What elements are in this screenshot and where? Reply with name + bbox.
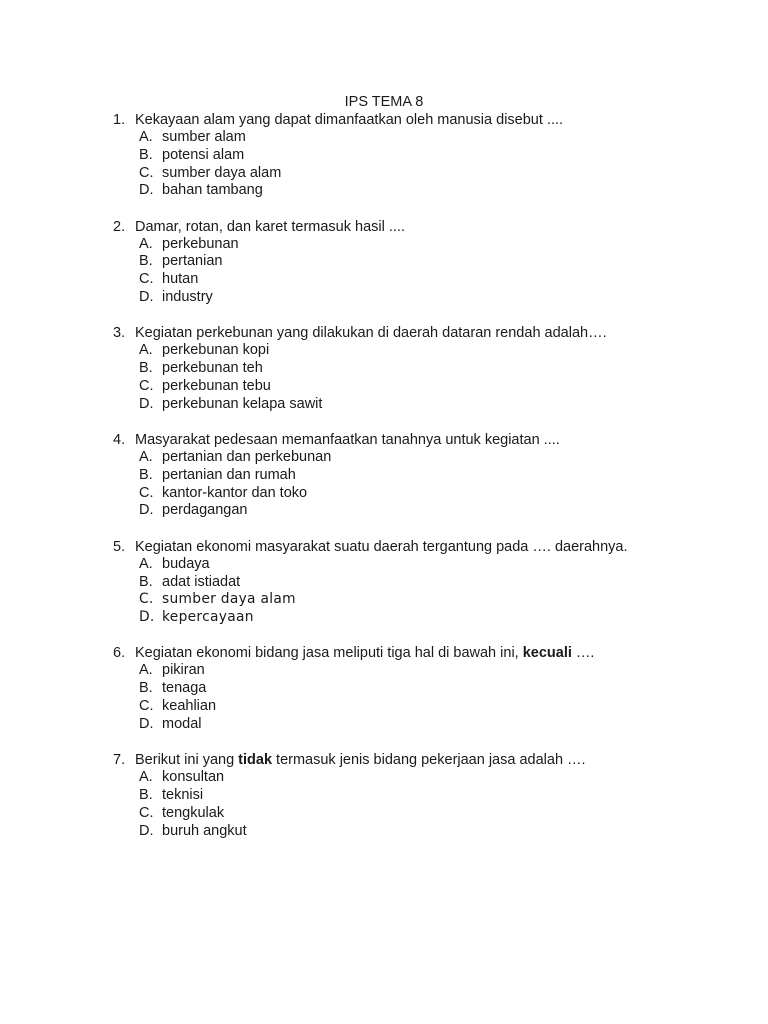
- option-text: sumber alam: [162, 129, 246, 145]
- question-emphasis: tidak: [238, 752, 273, 769]
- option-letter: A.: [139, 129, 153, 145]
- question-text: Masyarakat pedesaan memanfaatkan tanahnya untuk kegiatan ....: [135, 432, 560, 449]
- question-text: Kegiatan perkebunan yang dilakukan di daerah dataran rendah adalah….: [135, 325, 607, 342]
- option-d: [0, 182, 768, 200]
- option-letter: B.: [139, 253, 153, 270]
- question-stem: [0, 111, 768, 129]
- option-text: kepercayaan: [162, 609, 254, 626]
- option-c: [0, 485, 768, 503]
- option-text: perkebunan kopi: [162, 342, 270, 359]
- option-text: kantor-kantor dan toko: [162, 484, 308, 501]
- option-letter: C.: [139, 164, 154, 181]
- option-a: [0, 342, 768, 360]
- option-a: [0, 769, 768, 787]
- option-b: [0, 467, 768, 485]
- question-number: 2.: [113, 218, 126, 235]
- question-stem: [0, 538, 768, 556]
- question-number: 3.: [113, 325, 126, 342]
- question-emphasis: kecuali: [522, 645, 572, 662]
- option-b: [0, 253, 768, 271]
- option-letter: A.: [139, 662, 153, 679]
- option-letter: A.: [139, 235, 153, 252]
- question-5: [0, 538, 768, 627]
- option-letter: C.: [139, 271, 154, 288]
- option-text: teknisi: [162, 786, 204, 803]
- question-stem: [0, 431, 768, 449]
- option-text: industry: [162, 289, 213, 306]
- option-text: pertanian dan perkebunan: [162, 449, 332, 466]
- option-letter: C.: [139, 591, 154, 608]
- question-3: [0, 324, 768, 413]
- option-letter: A.: [139, 449, 153, 466]
- option-text: keahlian: [162, 698, 217, 715]
- question-number: 5.: [113, 538, 126, 555]
- option-list: [0, 236, 768, 307]
- option-letter: B.: [139, 146, 153, 163]
- question-text-after: termasuk jenis bidang pekerjaan jasa adalah ….: [272, 752, 586, 769]
- option-text: pertanian dan rumah: [162, 466, 296, 483]
- question-text-before: Berikut ini yang: [135, 752, 239, 769]
- question-text: [135, 751, 586, 769]
- question-text: Kegiatan ekonomi masyarakat suatu daerah tergantung pada …. daerahnya.: [135, 538, 628, 555]
- question-text-before: Kegiatan ekonomi bidang jasa meliputi tiga hal di bawah ini,: [135, 645, 523, 662]
- question-4: [0, 431, 768, 520]
- option-d: [0, 396, 768, 414]
- option-text: adat istiadat: [162, 573, 241, 590]
- question-text: Kekayaan alam yang dapat dimanfaatkan oleh manusia disebut ....: [135, 112, 564, 128]
- option-a: [0, 129, 768, 147]
- option-letter: D.: [139, 502, 154, 519]
- option-letter: B.: [139, 466, 153, 483]
- question-1: [0, 111, 768, 200]
- option-letter: A.: [139, 342, 153, 359]
- option-text: perkebunan: [162, 235, 239, 252]
- option-b: [0, 147, 768, 165]
- option-letter: B.: [139, 786, 153, 803]
- option-text: budaya: [162, 555, 210, 572]
- option-letter: C.: [139, 484, 154, 501]
- option-letter: D.: [139, 395, 154, 412]
- option-text: hutan: [162, 271, 199, 288]
- option-d: [0, 289, 768, 307]
- option-a: [0, 556, 768, 574]
- option-text: perkebunan kelapa sawit: [162, 395, 323, 412]
- question-text-after: ….: [571, 645, 595, 662]
- option-b: [0, 787, 768, 805]
- option-c: [0, 271, 768, 289]
- option-text: konsultan: [162, 769, 225, 786]
- option-b: [0, 574, 768, 592]
- option-text: buruh angkut: [162, 822, 247, 839]
- question-stem: [0, 324, 768, 342]
- option-a: [0, 236, 768, 254]
- question-6: [0, 644, 768, 733]
- option-d: [0, 502, 768, 520]
- option-text: potensi alam: [162, 146, 245, 163]
- option-text: tenaga: [162, 680, 207, 697]
- option-text: perdagangan: [162, 502, 248, 519]
- option-list: [0, 556, 768, 627]
- option-text: pertanian: [162, 253, 223, 270]
- option-list: [0, 769, 768, 840]
- option-letter: D.: [139, 822, 154, 839]
- option-text: modal: [162, 715, 202, 732]
- option-list: [0, 449, 768, 520]
- question-number: 4.: [113, 432, 126, 449]
- option-text: tengkulak: [162, 804, 225, 821]
- option-list: [0, 662, 768, 733]
- question-stem: [0, 751, 768, 769]
- option-letter: D.: [139, 609, 155, 626]
- question-stem: [0, 218, 768, 236]
- option-letter: C.: [139, 698, 154, 715]
- option-a: [0, 449, 768, 467]
- question-7: [0, 751, 768, 840]
- option-c: [0, 698, 768, 716]
- option-text: perkebunan teh: [162, 360, 263, 377]
- option-b: [0, 360, 768, 378]
- option-c: [0, 591, 768, 609]
- option-text: sumber daya alam: [162, 591, 296, 608]
- option-c: [0, 165, 768, 183]
- option-list: [0, 129, 768, 200]
- option-d: [0, 823, 768, 841]
- option-text: pikiran: [162, 662, 205, 679]
- question-list: [0, 111, 768, 858]
- option-list: [0, 342, 768, 413]
- option-c: [0, 378, 768, 396]
- option-text: perkebunan tebu: [162, 377, 271, 394]
- question-number: 1.: [113, 112, 126, 128]
- option-letter: D.: [139, 715, 154, 732]
- option-a: [0, 662, 768, 680]
- option-b: [0, 680, 768, 698]
- question-number: 7.: [113, 752, 126, 769]
- option-letter: A.: [139, 769, 153, 786]
- option-letter: D.: [139, 289, 154, 306]
- option-d: [0, 609, 768, 627]
- question-text: [135, 644, 594, 662]
- page-title: IPS TEMA 8: [344, 94, 424, 110]
- option-letter: C.: [139, 377, 154, 394]
- option-letter: B.: [139, 573, 153, 590]
- option-letter: A.: [139, 555, 153, 572]
- option-text: bahan tambang: [162, 182, 263, 199]
- question-text: Damar, rotan, dan karet termasuk hasil ....: [135, 218, 405, 235]
- option-letter: C.: [139, 804, 154, 821]
- option-d: [0, 716, 768, 734]
- option-text: sumber daya alam: [162, 164, 282, 181]
- option-letter: D.: [139, 182, 154, 199]
- option-c: [0, 805, 768, 823]
- question-number: 6.: [113, 645, 126, 662]
- question-stem: [0, 644, 768, 662]
- option-letter: B.: [139, 360, 153, 377]
- option-letter: B.: [139, 680, 153, 697]
- question-2: [0, 218, 768, 307]
